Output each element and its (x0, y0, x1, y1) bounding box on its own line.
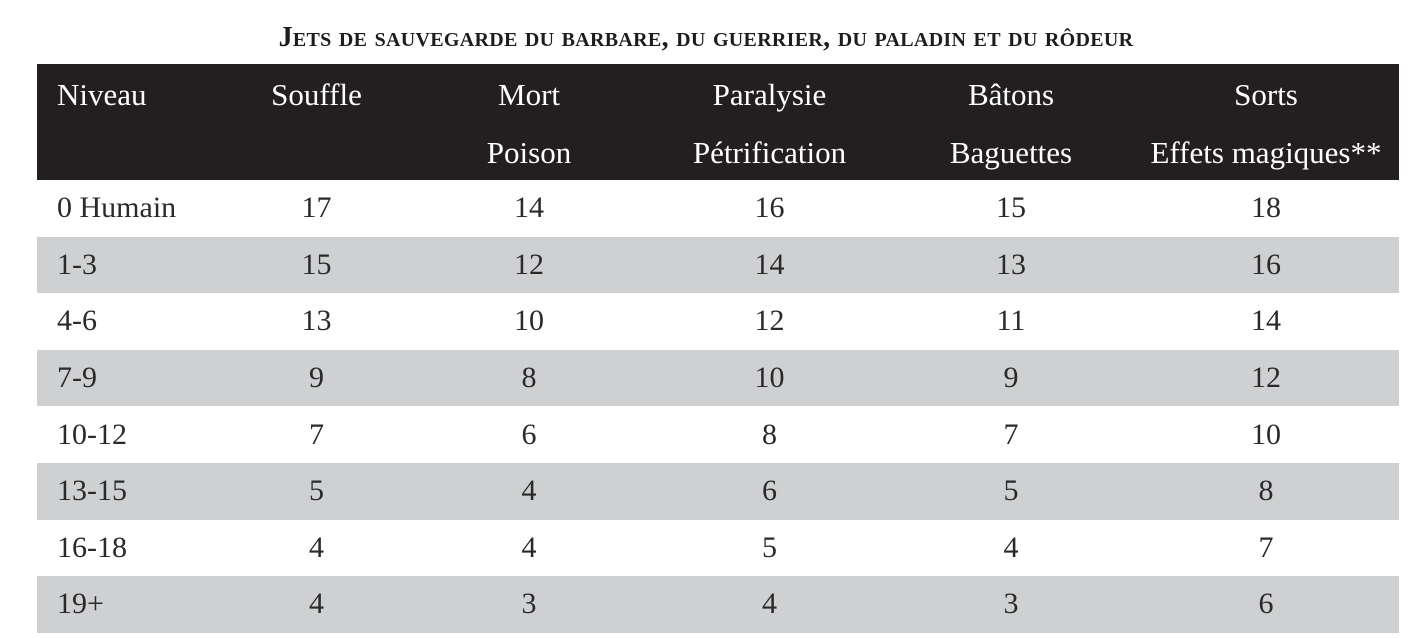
cell-niveau: 1-3 (57, 247, 97, 281)
cell-paralysie-petrification: 10 (754, 361, 785, 395)
cell-souffle: 9 (309, 361, 324, 395)
cell-souffle: 4 (309, 530, 324, 564)
cell-batons-baguettes: 5 (1003, 474, 1019, 508)
header-effets-magiques: Effets magiques** (1150, 135, 1382, 170)
cell-mort-poison: 10 (514, 304, 544, 338)
cell-souffle: 15 (301, 247, 332, 281)
cell-souffle: 13 (301, 304, 332, 338)
cell-paralysie-petrification: 8 (762, 417, 777, 451)
table-row (37, 463, 1399, 520)
cell-batons-baguettes: 7 (1003, 417, 1019, 451)
table-row (37, 520, 1399, 577)
table-row (37, 293, 1399, 350)
header-batons: Bâtons (967, 77, 1055, 112)
header-souffle-sub (225, 126, 408, 180)
cell-sorts: 12 (1251, 361, 1281, 395)
cell-souffle: 17 (301, 191, 332, 225)
header-niveau: Niveau (57, 77, 147, 112)
header-row-1 (37, 64, 1399, 126)
cell-niveau: 0 Humain (57, 191, 177, 225)
cell-mort-poison: 3 (521, 587, 537, 621)
cell-batons-baguettes: 11 (996, 304, 1026, 338)
table-row (37, 576, 1399, 633)
cell-paralysie-petrification: 6 (762, 474, 777, 508)
cell-batons-baguettes: 15 (996, 191, 1026, 225)
cell-sorts: 18 (1251, 191, 1281, 225)
cell-paralysie-petrification: 12 (754, 304, 785, 338)
header-paralysie: Paralysie (712, 77, 827, 112)
table-header (37, 64, 1399, 180)
cell-niveau: 13-15 (57, 474, 127, 508)
cell-sorts: 7 (1258, 530, 1274, 564)
table-row (37, 406, 1399, 463)
cell-batons-baguettes: 13 (996, 247, 1026, 281)
cell-niveau: 16-18 (57, 530, 127, 564)
cell-mort-poison: 4 (521, 530, 537, 564)
cell-mort-poison: 8 (521, 361, 537, 395)
cell-paralysie-petrification: 16 (754, 191, 785, 225)
header-sorts: Sorts (1234, 77, 1298, 112)
header-poison: Poison (486, 135, 572, 170)
cell-mort-poison: 4 (521, 474, 537, 508)
cell-paralysie-petrification: 4 (762, 587, 777, 621)
cell-batons-baguettes: 3 (1003, 587, 1019, 621)
cell-mort-poison: 14 (514, 191, 544, 225)
cell-sorts: 8 (1258, 474, 1274, 508)
cell-sorts: 6 (1258, 587, 1274, 621)
cell-batons-baguettes: 9 (1003, 361, 1019, 395)
header-petrification: Pétrification (692, 135, 847, 170)
header-mort: Mort (498, 77, 560, 112)
cell-souffle: 5 (309, 474, 324, 508)
cell-paralysie-petrification: 5 (762, 530, 777, 564)
header-souffle: Souffle (271, 77, 362, 112)
header-niveau-sub (37, 126, 225, 180)
table-row (37, 350, 1399, 407)
cell-niveau: 4-6 (57, 304, 97, 338)
cell-sorts: 14 (1251, 304, 1281, 338)
saving-throws-table (37, 64, 1399, 633)
cell-souffle: 4 (309, 587, 324, 621)
table-body (37, 180, 1399, 633)
cell-batons-baguettes: 4 (1003, 530, 1019, 564)
header-row-2 (37, 126, 1399, 180)
table-row (37, 237, 1399, 294)
header-baguettes: Baguettes (949, 135, 1073, 170)
cell-paralysie-petrification: 14 (754, 247, 785, 281)
table-title: Jets de sauvegarde du barbare, du guerrier, du paladin et du rôdeur (278, 22, 1134, 53)
cell-niveau: 19+ (57, 587, 104, 621)
cell-niveau: 7-9 (57, 361, 97, 395)
cell-sorts: 10 (1251, 417, 1281, 451)
cell-mort-poison: 12 (514, 247, 544, 281)
cell-niveau: 10-12 (57, 417, 127, 451)
cell-mort-poison: 6 (521, 417, 537, 451)
cell-souffle: 7 (309, 417, 324, 451)
table-row (37, 180, 1399, 237)
cell-sorts: 16 (1251, 247, 1281, 281)
